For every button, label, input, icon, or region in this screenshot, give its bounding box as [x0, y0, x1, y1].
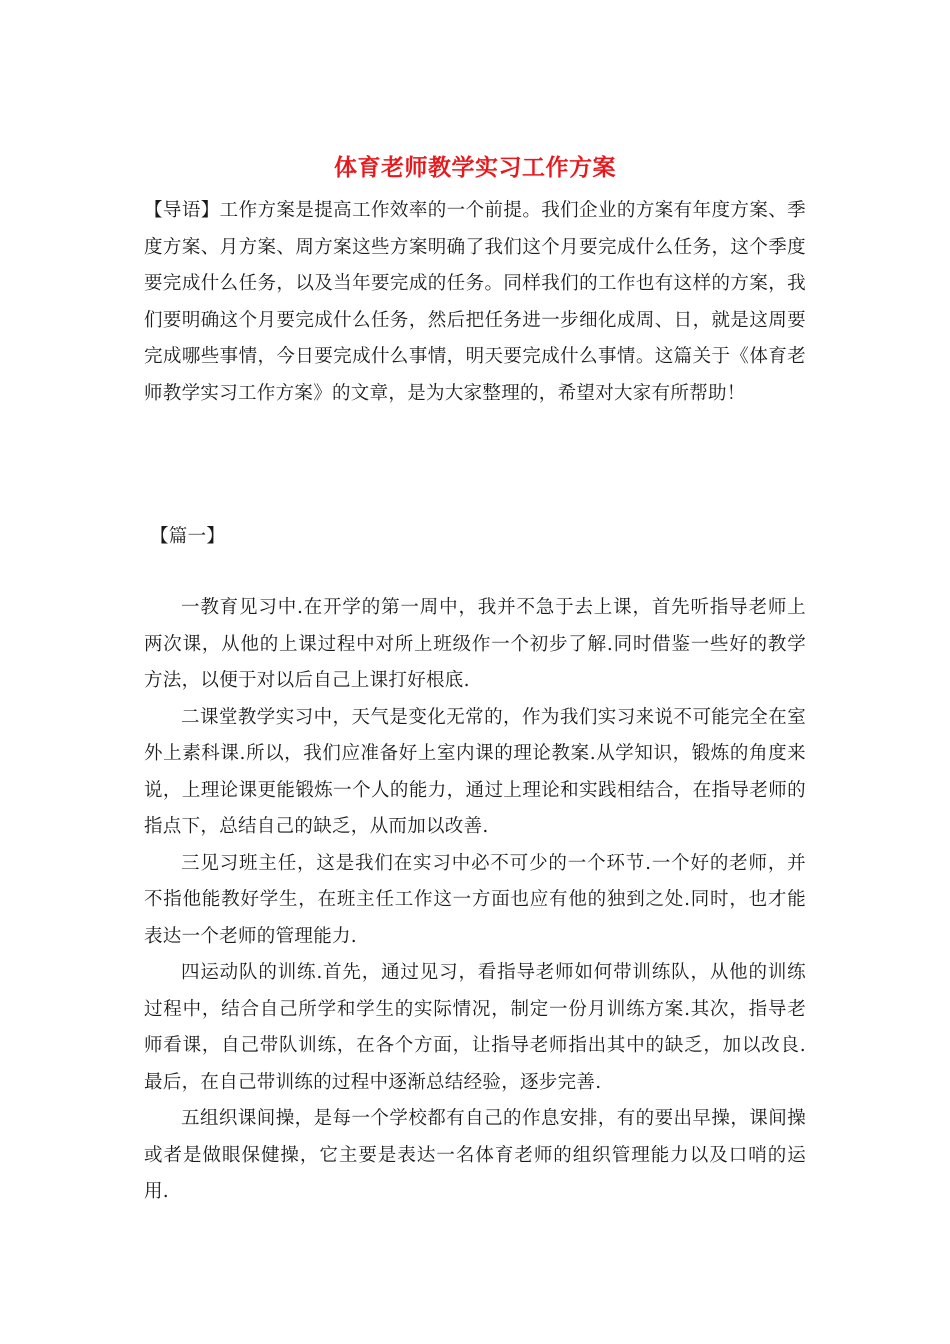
document-title: 体育老师教学实习工作方案 — [334, 154, 616, 181]
body-section — [144, 590, 806, 1211]
intro-paragraph: 【导语】工作方案是提高工作效率的一个前提。我们企业的方案有年度方案、季度方案、月方案、周方案这些方案明确了我们这个月要完成什么任务，这个季度要完成什么任务，以及当年要完成的任务。同样我们的工作也有这样的方案，我们要明确这个月要完成什么任务，然后把任务进一步细化成周、日，就是这周要完成哪些事情，今日要完成什么事情，明天要完成什么事情。这篇关于《体育老师教学实习工作方案》的文章，是为大家整理的，希望对大家有所帮助！ — [144, 200, 806, 404]
body-paragraph-1: 一教育见习中.在开学的第一周中，我并不急于去上课，首先听指导老师上两次课，从他的上课过程中对所上班级作一个初步了解.同时借鉴一些好的教学方法，以便于对以后自己上课打好根底. — [144, 597, 806, 691]
body-paragraph-2: 二课堂教学实习中，天气是变化无常的，作为我们实习来说不可能完全在室外上素科课.所以，我们应准备好上室内课的理论教案.从学知识，锻炼的角度来说，上理论课更能锻炼一个人的能力，通过上理论和实践相结合，在指导老师的指点下，总结自己的缺乏，从而加以改善. — [144, 706, 806, 837]
section-heading: 【篇一】 — [150, 526, 226, 547]
body-paragraph-4: 四运动队的训练.首先，通过见习，看指导老师如何带训练队，从他的训练过程中，结合自己所学和学生的实际情况，制定一份月训练方案.其次，指导老师看课，自己带队训练，在各个方面，让指导老师指出其中的缺乏，加以改良.最后，在自己带训练的过程中逐渐总结经验，逐步完善. — [144, 962, 806, 1093]
intro-section — [144, 193, 806, 412]
body-paragraph-5: 五组织课间操，是每一个学校都有自己的作息安排，有的要出早操，课间操或者是做眼保健操，它主要是表达一名体育老师的组织管理能力以及口哨的运用. — [144, 1108, 806, 1202]
body-paragraph-3: 三见习班主任，这是我们在实习中必不可少的一个环节.一个好的老师，并不指他能教好学生，在班主任工作这一方面也应有他的独到之处.同时，也才能表达一个老师的管理能力. — [144, 852, 806, 947]
